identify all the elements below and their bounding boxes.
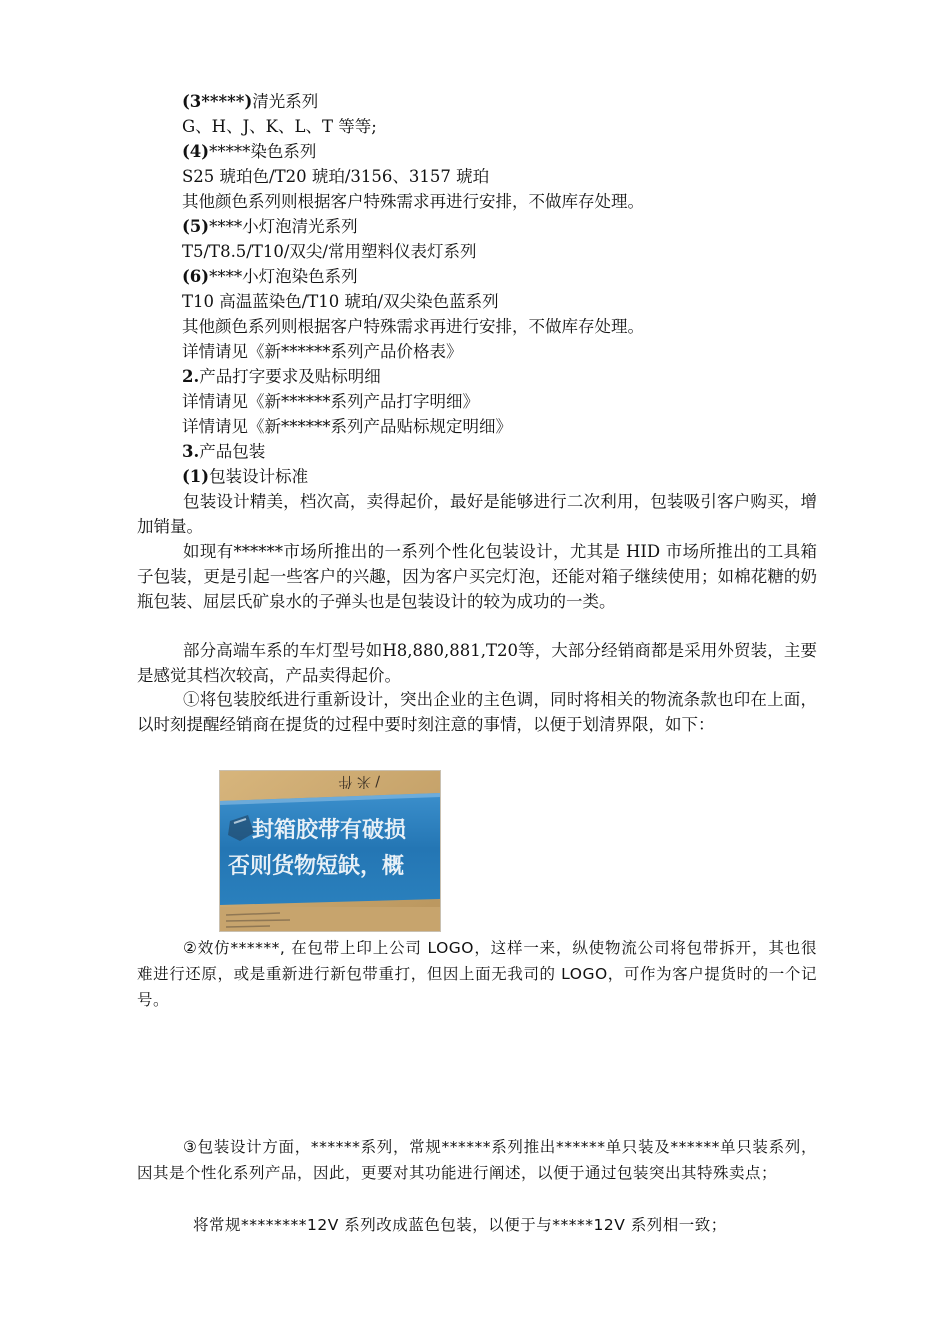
text-line: 其他颜色系列则根据客户特殊需求再进行安排，不做库存处理。 [182,317,644,336]
section-heading-5: (5)****小灯泡清光系列 [182,217,358,236]
paragraph: 将常规********12V 系列改成蓝色包装，以便于与*****12V 系列相一致； [193,1216,727,1234]
tape-photo [219,770,441,932]
text-line: 详情请见《新******系列产品打字明细》 [182,392,479,411]
paragraph: ②效仿******, 在包带上印上公司 LOGO，这样一来，纵使物流公司将包带拆开，其也很难进行还原，或是重新进行新包带重打，但因上面无我司的 LOGO，可作为客户提货时的一个记号。 [137,939,817,1009]
section-heading-3-packaging: 3.产品包装 [182,442,266,461]
paragraph: 包装设计精美，档次高，卖得起价，最好是能够进行二次利用，包装吸引客户购买，增加销量。 [137,492,817,536]
text-line: G、H、J、K、L、T 等等; [182,117,377,136]
text-line: T10 高温蓝染色/T10 琥珀/双尖染色蓝系列 [182,292,499,311]
paragraph: 部分高端车系的车灯型号如H8,880,881,T20等，大部分经销商都是采用外贸装，主要是感觉其档次较高，产品卖得起价。 [137,641,817,685]
section-heading-4: (4)*****染色系列 [182,142,317,161]
text-line: 详情请见《新******系列产品价格表》 [182,342,463,361]
subsection-heading: (1)包装设计标准 [182,467,309,486]
text-line: 详情请见《新******系列产品贴标规定明细》 [182,417,512,436]
text-line: T5/T8.5/T10/双尖/常用塑料仪表灯系列 [182,242,477,261]
text-line: 其他颜色系列则根据客户特殊需求再进行安排，不做库存处理。 [182,192,644,211]
tape-handwriting: / 米 件 [338,773,380,789]
tape-print-line2: 否则货物短缺，概 [228,854,405,879]
paragraph: ③包装设计方面，******系列，常规******系列推出******单只装及******单只装系列，因其是个性化系列产品，因此，更要对其功能进行阐述，以便于通过包装突出其特殊卖点； [137,1138,817,1182]
paragraph: 如现有******市场所推出的一系列个性化包装设计，尤其是 HID 市场所推出的工具箱子包装，更是引起一些客户的兴趣，因为客户买完灯泡，还能对箱子继续使用；如棉花糖的奶瓶包装、屈层氏矿泉水的子弹头也是包装设计的较为成功的一类。 [137,542,817,611]
section-heading-3: (3*****)清光系列 [182,92,319,111]
text-line: S25 琥珀色/T20 琥珀/3156、3157 琥珀 [182,167,490,186]
section-heading-2: 2.产品打字要求及贴标明细 [182,367,381,386]
paragraph: ①将包装胶纸进行重新设计，突出企业的主色调，同时将相关的物流条款也印在上面，以时刻提醒经销商在提货的过程中要时刻注意的事情，以便于划清界限，如下： [137,690,817,734]
tape-print-line1: 封箱胶带有破损 [252,818,407,843]
section-heading-6: (6)****小灯泡染色系列 [182,267,358,286]
